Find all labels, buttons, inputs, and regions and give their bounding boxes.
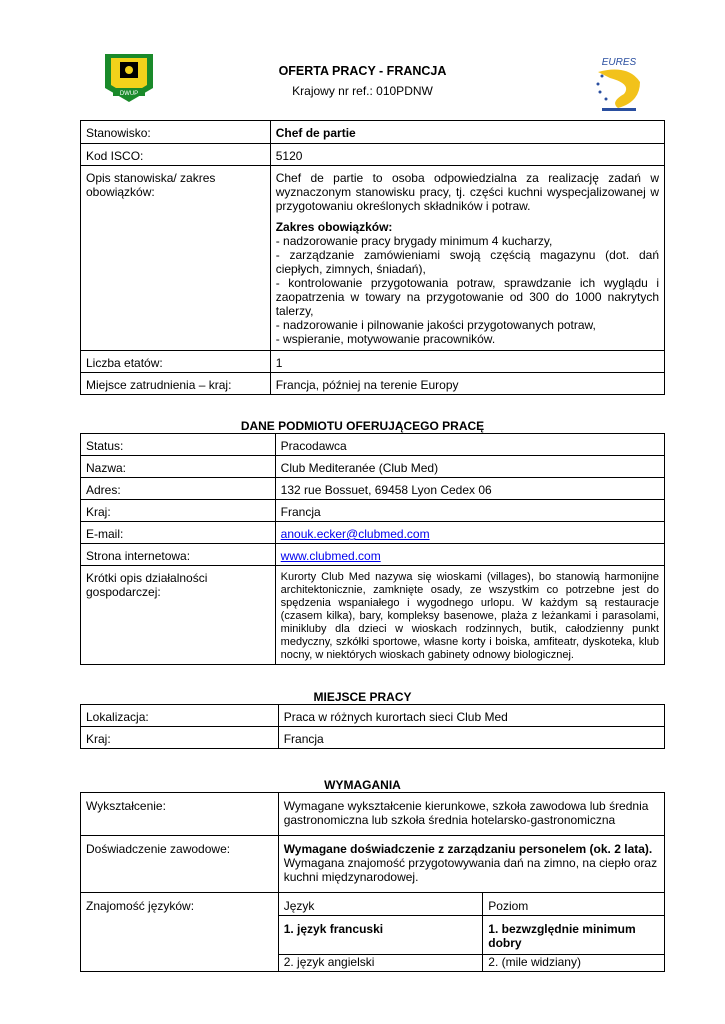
website-label: Strona internetowa: bbox=[81, 544, 276, 566]
duty-item: - zarządzanie zamówieniami swoją częścią magazynu (dot. dań ciepłych, zimnych, śniadań), bbox=[275, 248, 659, 276]
location-label: Lokalizacja: bbox=[81, 705, 279, 727]
job-table bbox=[80, 120, 665, 395]
email-link[interactable]: anouk.ecker@clubmed.com bbox=[280, 527, 430, 541]
status-value: Pracodawca bbox=[275, 434, 664, 456]
language-column-header: Język bbox=[278, 893, 483, 916]
experience-label: Doświadczenie zawodowe: bbox=[81, 836, 279, 893]
position-value: Chef de partie bbox=[270, 121, 664, 144]
country-value: Francja bbox=[275, 500, 664, 522]
workplace-country-value: Francja bbox=[278, 727, 664, 749]
duty-item: - nadzorowanie pracy brygady minimum 4 kucharzy, bbox=[275, 234, 553, 248]
name-value: Club Mediteranée (Club Med) bbox=[275, 456, 664, 478]
requirements-table bbox=[80, 792, 665, 972]
level-column-header: Poziom bbox=[483, 893, 665, 916]
count-value: 1 bbox=[270, 351, 664, 373]
reference-number: Krajowy nr ref.: 010PDNW bbox=[292, 84, 433, 98]
level-2: 2. (mile widziany) bbox=[483, 955, 665, 972]
count-label: Liczba etatów: bbox=[81, 351, 271, 373]
level-1: 1. bezwzględnie minimum dobry bbox=[483, 916, 665, 955]
address-value: 132 rue Bossuet, 69458 Lyon Cedex 06 bbox=[275, 478, 664, 500]
activity-value: Kurorty Club Med nazywa się wioskami (villages), bo stanowią harmonijne architektonicznie, zamknięte osady, ze wszystkim co potrzebne jest do spędzenia wspaniałego i wygodnego urlopu. W każdym są restauracje (czasem kilka), bary, kompleksy basenowe, plaża z leżankami i parasolami, minikluby dla dzieci w wioskach rodzinnych, butik, całodzienny punkt medyczny, szkółki sportowe, własne korty i boiska, amfiteatr, dyskoteka, klub nocny, w niektórych wioskach gabinety odnowy biologicznej. bbox=[275, 566, 664, 665]
workplace-country-label: Kraj: bbox=[81, 727, 279, 749]
duties-list bbox=[276, 234, 659, 346]
employer-table bbox=[80, 433, 665, 665]
description-text: Chef de partie to osoba odpowiedzialna za realizację zadań w wyznaczonym stanowisku pracy, tj. części kuchni wyspecjalizowanej w przygotowaniu określonych składników i potraw. bbox=[275, 171, 659, 213]
name-label: Nazwa: bbox=[81, 456, 276, 478]
isco-value: 5120 bbox=[270, 144, 664, 166]
activity-label: Krótki opis działalności gospodarczej: bbox=[81, 566, 276, 665]
description-cell bbox=[270, 166, 664, 351]
isco-label: Kod ISCO: bbox=[81, 144, 271, 166]
experience-bold: Wymagane doświadczenie z zarządzaniu personelem (ok. 2 lata). bbox=[283, 842, 653, 856]
email-cell bbox=[275, 522, 664, 544]
workplace-section-title: MIEJSCE PRACY bbox=[313, 690, 412, 704]
experience-rest: Wymagana znajomość przygotowywania dań na zimno, na ciepło oraz kuchni międzynarodowej. bbox=[283, 856, 658, 884]
website-link[interactable]: www.clubmed.com bbox=[280, 549, 381, 563]
duties-title: Zakres obowiązków: bbox=[275, 220, 393, 234]
position-label: Stanowisko: bbox=[81, 121, 271, 144]
location-value: Praca w różnych kurortach sieci Club Med bbox=[278, 705, 664, 727]
page-title: OFERTA PRACY - FRANCJA bbox=[278, 64, 447, 78]
employer-section-title: DANE PODMIOTU OFERUJĄCEGO PRACĘ bbox=[240, 419, 485, 433]
eures-logo-text: EURES bbox=[601, 57, 637, 68]
duty-item: - kontrolowanie przygotowania potraw, sprawdzanie ich wyglądu i zaopatrzenia w towary na przygotowanie od 300 do 1000 nakrytych talerzy, bbox=[275, 276, 659, 318]
place-label: Miejsce zatrudnienia – kraj: bbox=[81, 373, 271, 395]
language-1: 1. język francuski bbox=[278, 916, 483, 955]
duty-item: - wspieranie, motywowanie pracowników. bbox=[275, 332, 496, 346]
status-label: Status: bbox=[81, 434, 276, 456]
website-cell bbox=[275, 544, 664, 566]
education-label: Wykształcenie: bbox=[81, 793, 279, 836]
languages-label: Znajomość języków: bbox=[81, 893, 279, 972]
workplace-table bbox=[80, 704, 665, 749]
duty-item: - nadzorowanie i pilnowanie jakości przygotowanych potraw, bbox=[275, 318, 596, 332]
requirements-section-title: WYMAGANIA bbox=[324, 778, 401, 792]
experience-cell bbox=[278, 836, 664, 893]
address-label: Adres: bbox=[81, 478, 276, 500]
place-value: Francja, później na terenie Europy bbox=[270, 373, 664, 395]
dwup-logo-text: DWUP bbox=[119, 91, 139, 97]
email-label: E-mail: bbox=[81, 522, 276, 544]
description-label: Opis stanowiska/ zakres obowiązków: bbox=[81, 166, 271, 351]
language-2: 2. język angielski bbox=[278, 955, 483, 972]
country-label: Kraj: bbox=[81, 500, 276, 522]
education-value: Wymagane wykształcenie kierunkowe, szkoła zawodowa lub średnia gastronomiczna lub szkoła średnia hotelarsko-gastronomiczna bbox=[278, 793, 664, 836]
